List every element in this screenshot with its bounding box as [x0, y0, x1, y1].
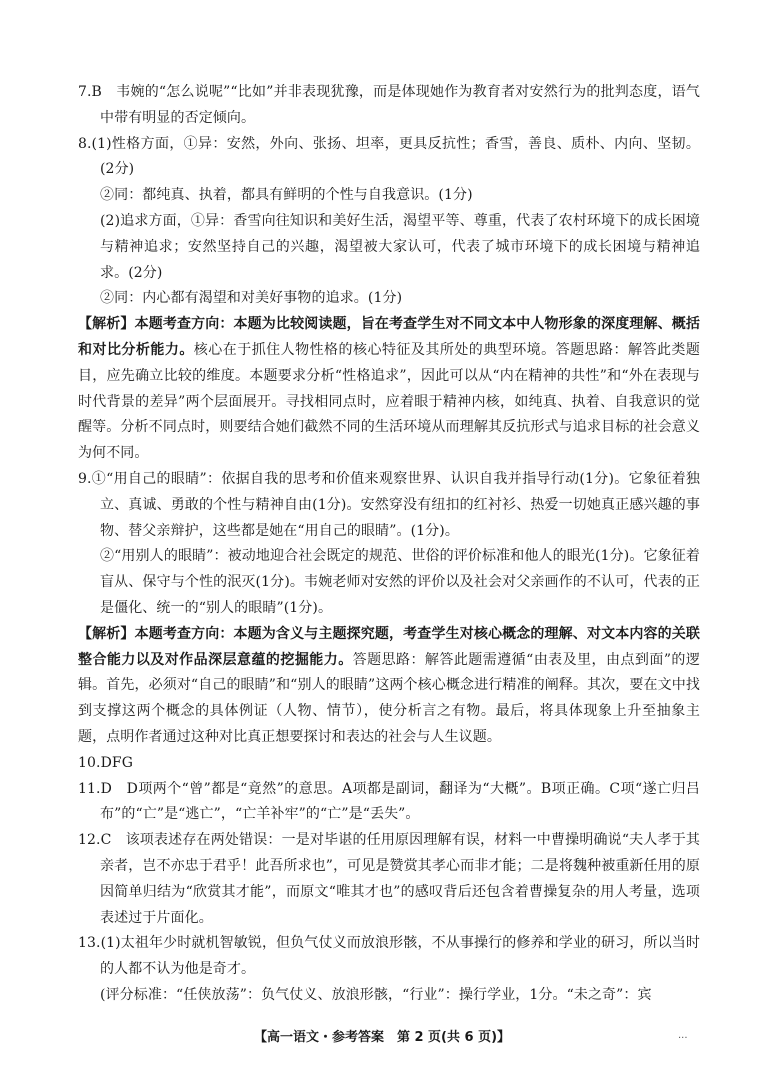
footer-mark: ... [678, 1030, 688, 1041]
answer-q8-1-same: ②同：都纯真、执着，都具有鲜明的个性与自我意识。(1分) [100, 187, 473, 204]
answer-q8-2: (2)追求方面，①异：香雪向往知识和美好生活，渴望平等、尊重，代表了农村环境下的成长困境与精神追求；安然坚持自己的兴趣，渴望被大家认可，代表了城市环境下的成长困境与精神追求。(2分) [100, 212, 700, 281]
page-footer: 【高一语文・参考答案 第 2 页(共 6 页)】 [253, 1030, 511, 1045]
answer-q8-1: 8.(1)性格方面，①异：安然，外向、张扬、坦率，更具反抗性；香雪，善良、质朴、内向、坚韧。(2分) [78, 135, 700, 178]
answer-q10: 10.DFG [78, 754, 133, 771]
analysis-heading: 本题考查方向：本题为含义与主题探究题，考查学生对核心概念的理解、对文本内容的关联整合能力以及对作品深层意蕴的挖掘能力。 [78, 625, 701, 668]
answer-q11: 11.D D项两个“曾”都是“竟然”的意思。A项都是副词，翻译为“大概”。B项正确。C项“遂亡归吕布”的“亡”是“逃亡”，“亡羊补牢”的“亡”是“丢失”。 [78, 780, 700, 823]
answer-q9-2: ②“用别人的眼睛”：被动地迎合社会既定的规范、世俗的评价标准和他人的眼光(1分)。它象征着盲从、保守与个性的泯灭(1分)。韦婉老师对安然的评价以及社会对父亲画作的不认可，代表的正是僵化、统一的“别人的眼睛”(1分)。 [100, 548, 700, 616]
answer-q13-scoring: (评分标准：“任侠放荡”：负气仗义、放浪形骸，“行业”：操行学业，1分。“未之奇”：宾 [100, 986, 652, 1003]
analysis-body: 答题思路：解答此题需遵循“由表及里，由点到面”的逻辑。首先，必须对“自己的眼睛”和“别人的眼睛”这两个核心概念进行精准的阐释。其次，要在文中找到支撑这两个概念的具体例证（人物、情节），使分析言之有物。最后，将具体现象上升至抽象主题，点明作者通过这种对比真正想要探讨和表达的社会与人生议题。 [78, 651, 700, 745]
answer-q13-1: 13.(1)太祖年少时就机智敏锐，但负气仗义而放浪形骸，不从事操行的修养和学业的研习，所以当时的人都不认为他是奇才。 [78, 935, 700, 978]
analysis-q8 [78, 312, 700, 467]
answer-q8-2-same: ②同：内心都有渴望和对美好事物的追求。(1分) [100, 290, 403, 307]
analysis-heading: 本题考查方向：本题为比较阅读题，旨在考查学生对不同文本中人物形象的深度理解、概括和对比分析能力。 [78, 316, 701, 358]
analysis-body: 核心在于抓住人物性格的核心特征及其所处的典型环境。答题思路：解答此类题目，应先确立比较的维度。本题要求分析“性格追求”，因此可以从“内在精神的共性”和“外在表现与时代背景的差异”两个层面展开。寻找相同点时，应着眼于精神内核，如纯真、执着、自我意识的觉醒等。分析不同点时，则要结合她们截然不同的生活环境从而理解其反抗形式与追求目标的社会意义为何不同。 [78, 341, 700, 462]
answer-q12: 12.C 该项表述存在两处错误：一是对毕谌的任用原因理解有误，材料一中曹操明确说“夫人孝于其亲者，岂不亦忠于君乎！此吾所求也”，可见是赞赏其孝心而非才能；二是将魏种被重新任用的原因简单归结为“欣赏其才能”，而原文“唯其才也”的感叹背后还包含着曹操复杂的用人考量，选项表述过于片面化。 [78, 832, 700, 926]
analysis-label: 【解析】 [78, 316, 135, 333]
analysis-label: 【解析】 [78, 625, 135, 642]
answer-q9-1: 9.①“用自己的眼睛”：依据自我的思考和价值来观察世界、认识自我并指导行动(1分)。它象征着独立、真诚、勇敢的个性与精神自由(1分)。安然穿没有纽扣的红衬衫、热爱一切她真正感兴趣的事物、替父亲辩护，这些都是她在“用自己的眼睛”。(1分)。 [78, 470, 700, 539]
analysis-q9 [78, 622, 700, 751]
answer-q7: 7.B 韦婉的“怎么说呢”“比如”并非表现犹豫，而是体现她作为教育者对安然行为的批判态度，语气中带有明显的否定倾向。 [78, 84, 700, 126]
answer-document [78, 80, 700, 1009]
